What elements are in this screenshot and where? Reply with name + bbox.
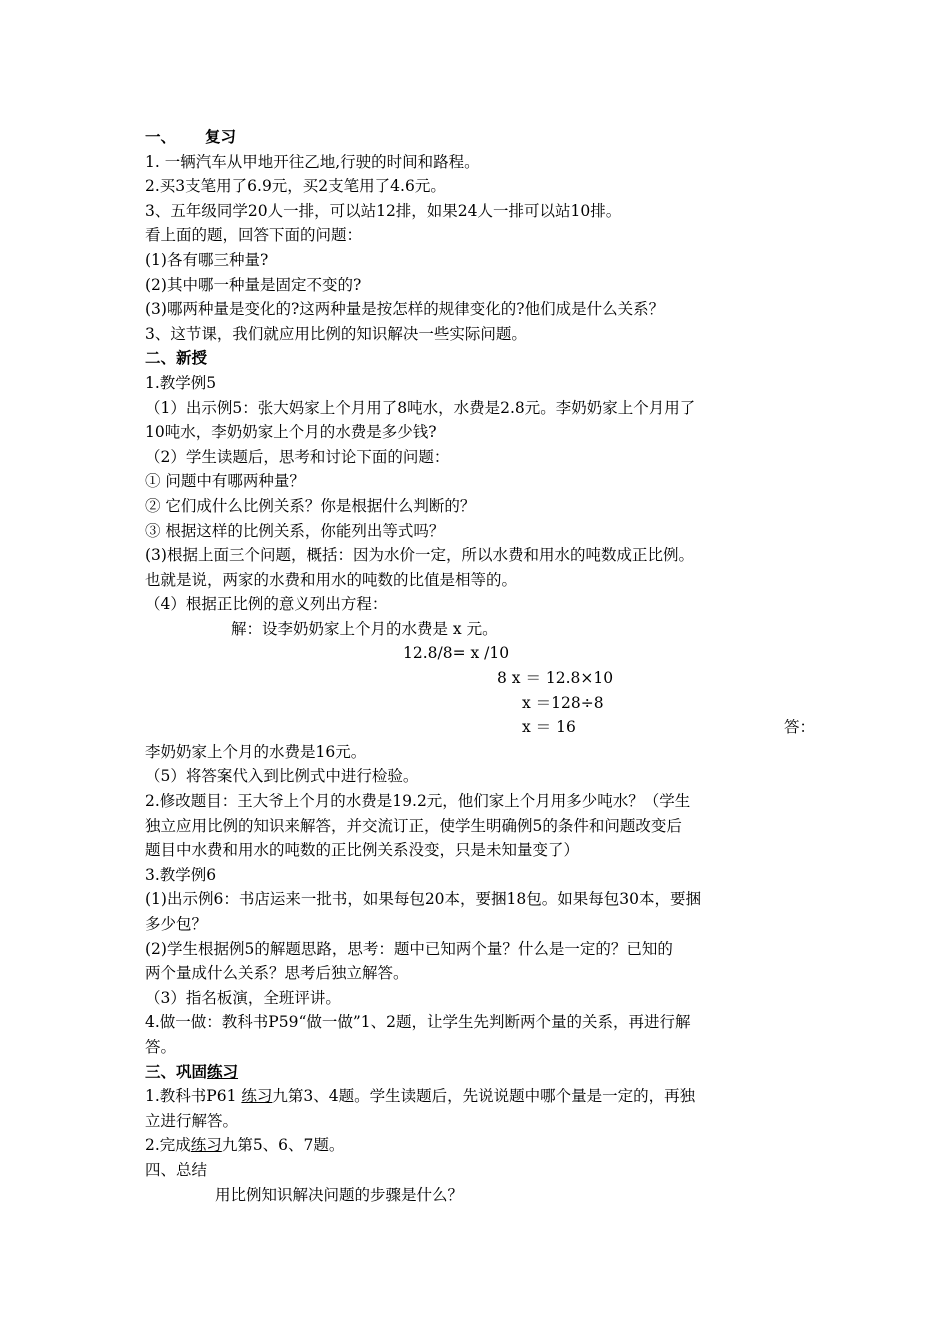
section-new-heading: 二、新授 xyxy=(145,348,208,368)
do-it-item-cont: 答。 xyxy=(145,1037,177,1056)
review-item: (3)哪两种量是变化的?这两种量是按怎样的规律变化的?他们成是什么关系？ xyxy=(145,300,665,319)
equation-line: 12.8/8= x /10 xyxy=(403,644,510,663)
review-item: 3、这节课，我们就应用比例的知识解决一些实际问题。 xyxy=(145,324,527,343)
review-item: 3、五年级同学20人一排，可以站12排，如果24人一排可以站10排。 xyxy=(145,201,622,220)
section-summary-heading: 四、总结 xyxy=(145,1160,208,1179)
practice-text: 九第5、6、7题。 xyxy=(221,1136,345,1155)
example6-heading: 3.教学例6 xyxy=(145,865,217,884)
example5-summary: (3)根据上面三个问题，概括：因为水价一定，所以水费和用水的吨数成正比例。 xyxy=(145,546,694,565)
review-item: (2)其中哪一种量是固定不变的? xyxy=(145,275,362,294)
section-review-heading xyxy=(145,125,815,150)
modified-problem-cont: 题目中水费和用水的吨数的正比例关系没变，只是未知量变了） xyxy=(145,841,580,860)
equation-heading: （4）根据正比例的意义列出方程： xyxy=(145,595,388,614)
practice-text: 1.教科书P61 xyxy=(145,1087,242,1106)
discussion-point: ① 问题中有哪两种量？ xyxy=(145,472,305,491)
check-step: （5）将答案代入到比例式中进行检验。 xyxy=(145,767,419,786)
example5-question-cont: 10吨水，李奶奶家上个月的水费是多少钱? xyxy=(145,423,437,442)
practice-link[interactable]: 练习 xyxy=(207,1061,239,1081)
discussion-point: ② 它们成什么比例关系？你是根据什么判断的？ xyxy=(145,496,476,515)
example6-thinking-cont: 两个量成什么关系？思考后独立解答。 xyxy=(145,964,409,983)
practice-link[interactable]: 练习 xyxy=(241,1087,273,1106)
summary-question: 用比例知识解决问题的步骤是什么？ xyxy=(215,1185,464,1204)
equation-line: 8 x ＝ 12.8×10 xyxy=(497,669,614,688)
example6-question: (1)出示例6：书店运来一批书，如果每包20本，要捆18包。如果每包30本，要捆 xyxy=(145,890,701,909)
example5-heading: 1.教学例5 xyxy=(145,373,217,392)
example5-question: （1）出示例5：张大妈家上个月用了8吨水，水费是2.8元。李奶奶家上个月用了 xyxy=(145,398,696,417)
practice-link[interactable]: 练习 xyxy=(190,1136,222,1155)
practice-item-cont: 立进行解答。 xyxy=(145,1111,239,1130)
practice-item xyxy=(145,1084,815,1109)
practice-item xyxy=(145,1133,815,1158)
review-item: 2.买3支笔用了6.9元，买2支笔用了4.6元。 xyxy=(145,177,446,196)
discussion-point: ③ 根据这样的比例关系，你能列出等式吗？ xyxy=(145,521,445,540)
example6-board: （3）指名板演，全班评讲。 xyxy=(145,988,341,1007)
example6-thinking: (2)学生根据例5的解题思路，思考：题中已知两个量？什么是一定的？已知的 xyxy=(145,939,673,958)
lesson-plan-document xyxy=(145,125,815,1207)
section-practice-heading xyxy=(145,1060,815,1085)
section-number: 一、 xyxy=(145,127,177,146)
review-item: (1)各有哪三种量? xyxy=(145,250,269,269)
example5-summary-cont: 也就是说，两家的水费和用水的吨数的比值是相等的。 xyxy=(145,570,518,589)
solution-setup: 解：设李奶奶家上个月的水费是 x 元。 xyxy=(231,619,498,638)
review-item: 看上面的题，回答下面的问题： xyxy=(145,226,363,245)
answer-label: 答： xyxy=(783,718,815,737)
equation-result-row xyxy=(145,715,815,740)
do-it-item: 4.做一做：教科书P59“做一做”1、2题，让学生先判断两个量的关系，再进行解 xyxy=(145,1013,691,1032)
equation-line: x ＝ 16 xyxy=(522,718,576,737)
review-item: 1. 一辆汽车从甲地开往乙地,行驶的时间和路程。 xyxy=(145,152,480,171)
section-title: 复习 xyxy=(205,127,237,146)
practice-text: 九第3、4题。学生读题后，先说说题中哪个量是一定的，再独 xyxy=(272,1087,696,1106)
section-title: 三、巩固 xyxy=(145,1061,208,1081)
example6-question-cont: 多少包？ xyxy=(145,915,208,933)
answer-text: 李奶奶家上个月的水费是16元。 xyxy=(145,742,367,761)
practice-text: 2.完成 xyxy=(145,1136,191,1155)
modified-problem-cont: 独立应用比例的知识来解答，并交流订正，使学生明确例5的条件和问题改变后 xyxy=(145,816,682,835)
modified-problem: 2.修改题目：王大爷上个月的水费是19.2元，他们家上个月用多少吨水？（学生 xyxy=(145,792,691,811)
example5-discussion: （2）学生读题后，思考和讨论下面的问题： xyxy=(145,447,450,466)
equation-line: x ＝128÷8 xyxy=(522,693,604,712)
